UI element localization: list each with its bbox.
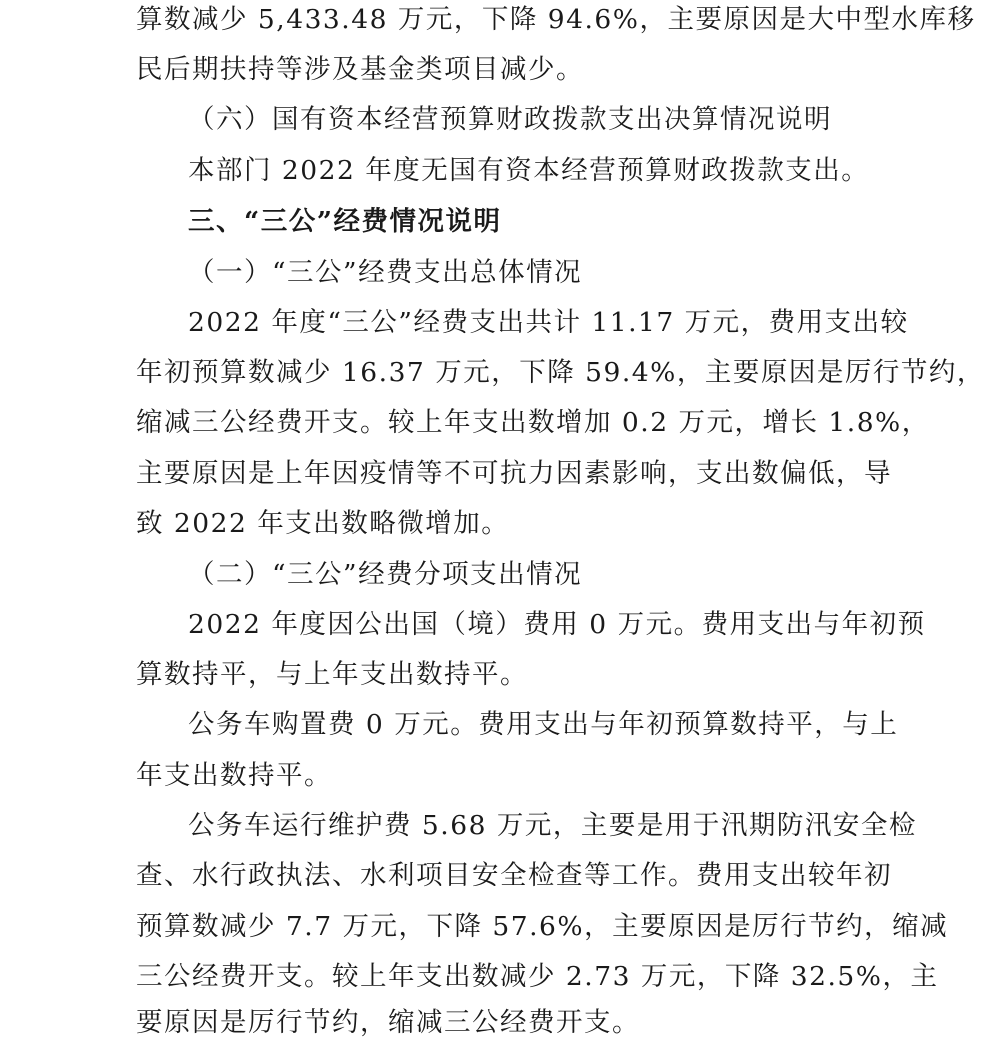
paragraph-line: 三公经费开支。较上年支出数减少 2.73 万元，下降 32.5%，主 xyxy=(136,961,939,992)
paragraph-line: 2022 年度因公出国（境）费用 0 万元。费用支出与年初预 xyxy=(188,609,926,640)
section-subheading: （六）国有资本经营预算财政拨款支出决算情况说明 xyxy=(188,104,832,135)
paragraph-line: 民后期扶持等涉及基金类项目减少。 xyxy=(136,54,584,85)
paragraph-line: 预算数减少 7.7 万元，下降 57.6%，主要原因是厉行节约，缩减 xyxy=(136,911,949,942)
paragraph-line: 算数持平，与上年支出数持平。 xyxy=(136,659,528,690)
paragraph-line: 年初预算数减少 16.37 万元，下降 59.4%，主要原因是厉行节约， xyxy=(136,357,985,388)
paragraph-line: 本部门 2022 年度无国有资本经营预算财政拨款支出。 xyxy=(188,155,870,186)
paragraph-line: 公务车运行维护费 5.68 万元，主要是用于汛期防汛安全检 xyxy=(188,810,917,841)
paragraph-line: 年支出数持平。 xyxy=(136,760,332,791)
paragraph-line: 主要原因是上年因疫情等不可抗力因素影响，支出数偏低，导 xyxy=(136,458,892,489)
section-subheading: （二）“三公”经费分项支出情况 xyxy=(188,559,583,590)
paragraph-line: 公务车购置费 0 万元。费用支出与年初预算数持平，与上 xyxy=(188,709,899,740)
section-subheading: （一）“三公”经费支出总体情况 xyxy=(188,257,583,288)
section-heading: 三、“三公”经费情况说明 xyxy=(188,206,502,237)
paragraph-line: 缩减三公经费开支。较上年支出数增加 0.2 万元，增长 1.8%， xyxy=(136,407,930,438)
paragraph-line: 查、水行政执法、水利项目安全检查等工作。费用支出较年初 xyxy=(136,860,892,891)
paragraph-line: 算数减少 5,433.48 万元，下降 94.6%，主要原因是大中型水库移 xyxy=(136,4,976,35)
paragraph-line: 致 2022 年支出数略微增加。 xyxy=(136,508,510,539)
paragraph-line: 2022 年度“三公”经费支出共计 11.17 万元，费用支出较 xyxy=(188,307,909,338)
paragraph-line: 要原因是厉行节约，缩减三公经费开支。 xyxy=(136,1007,640,1038)
